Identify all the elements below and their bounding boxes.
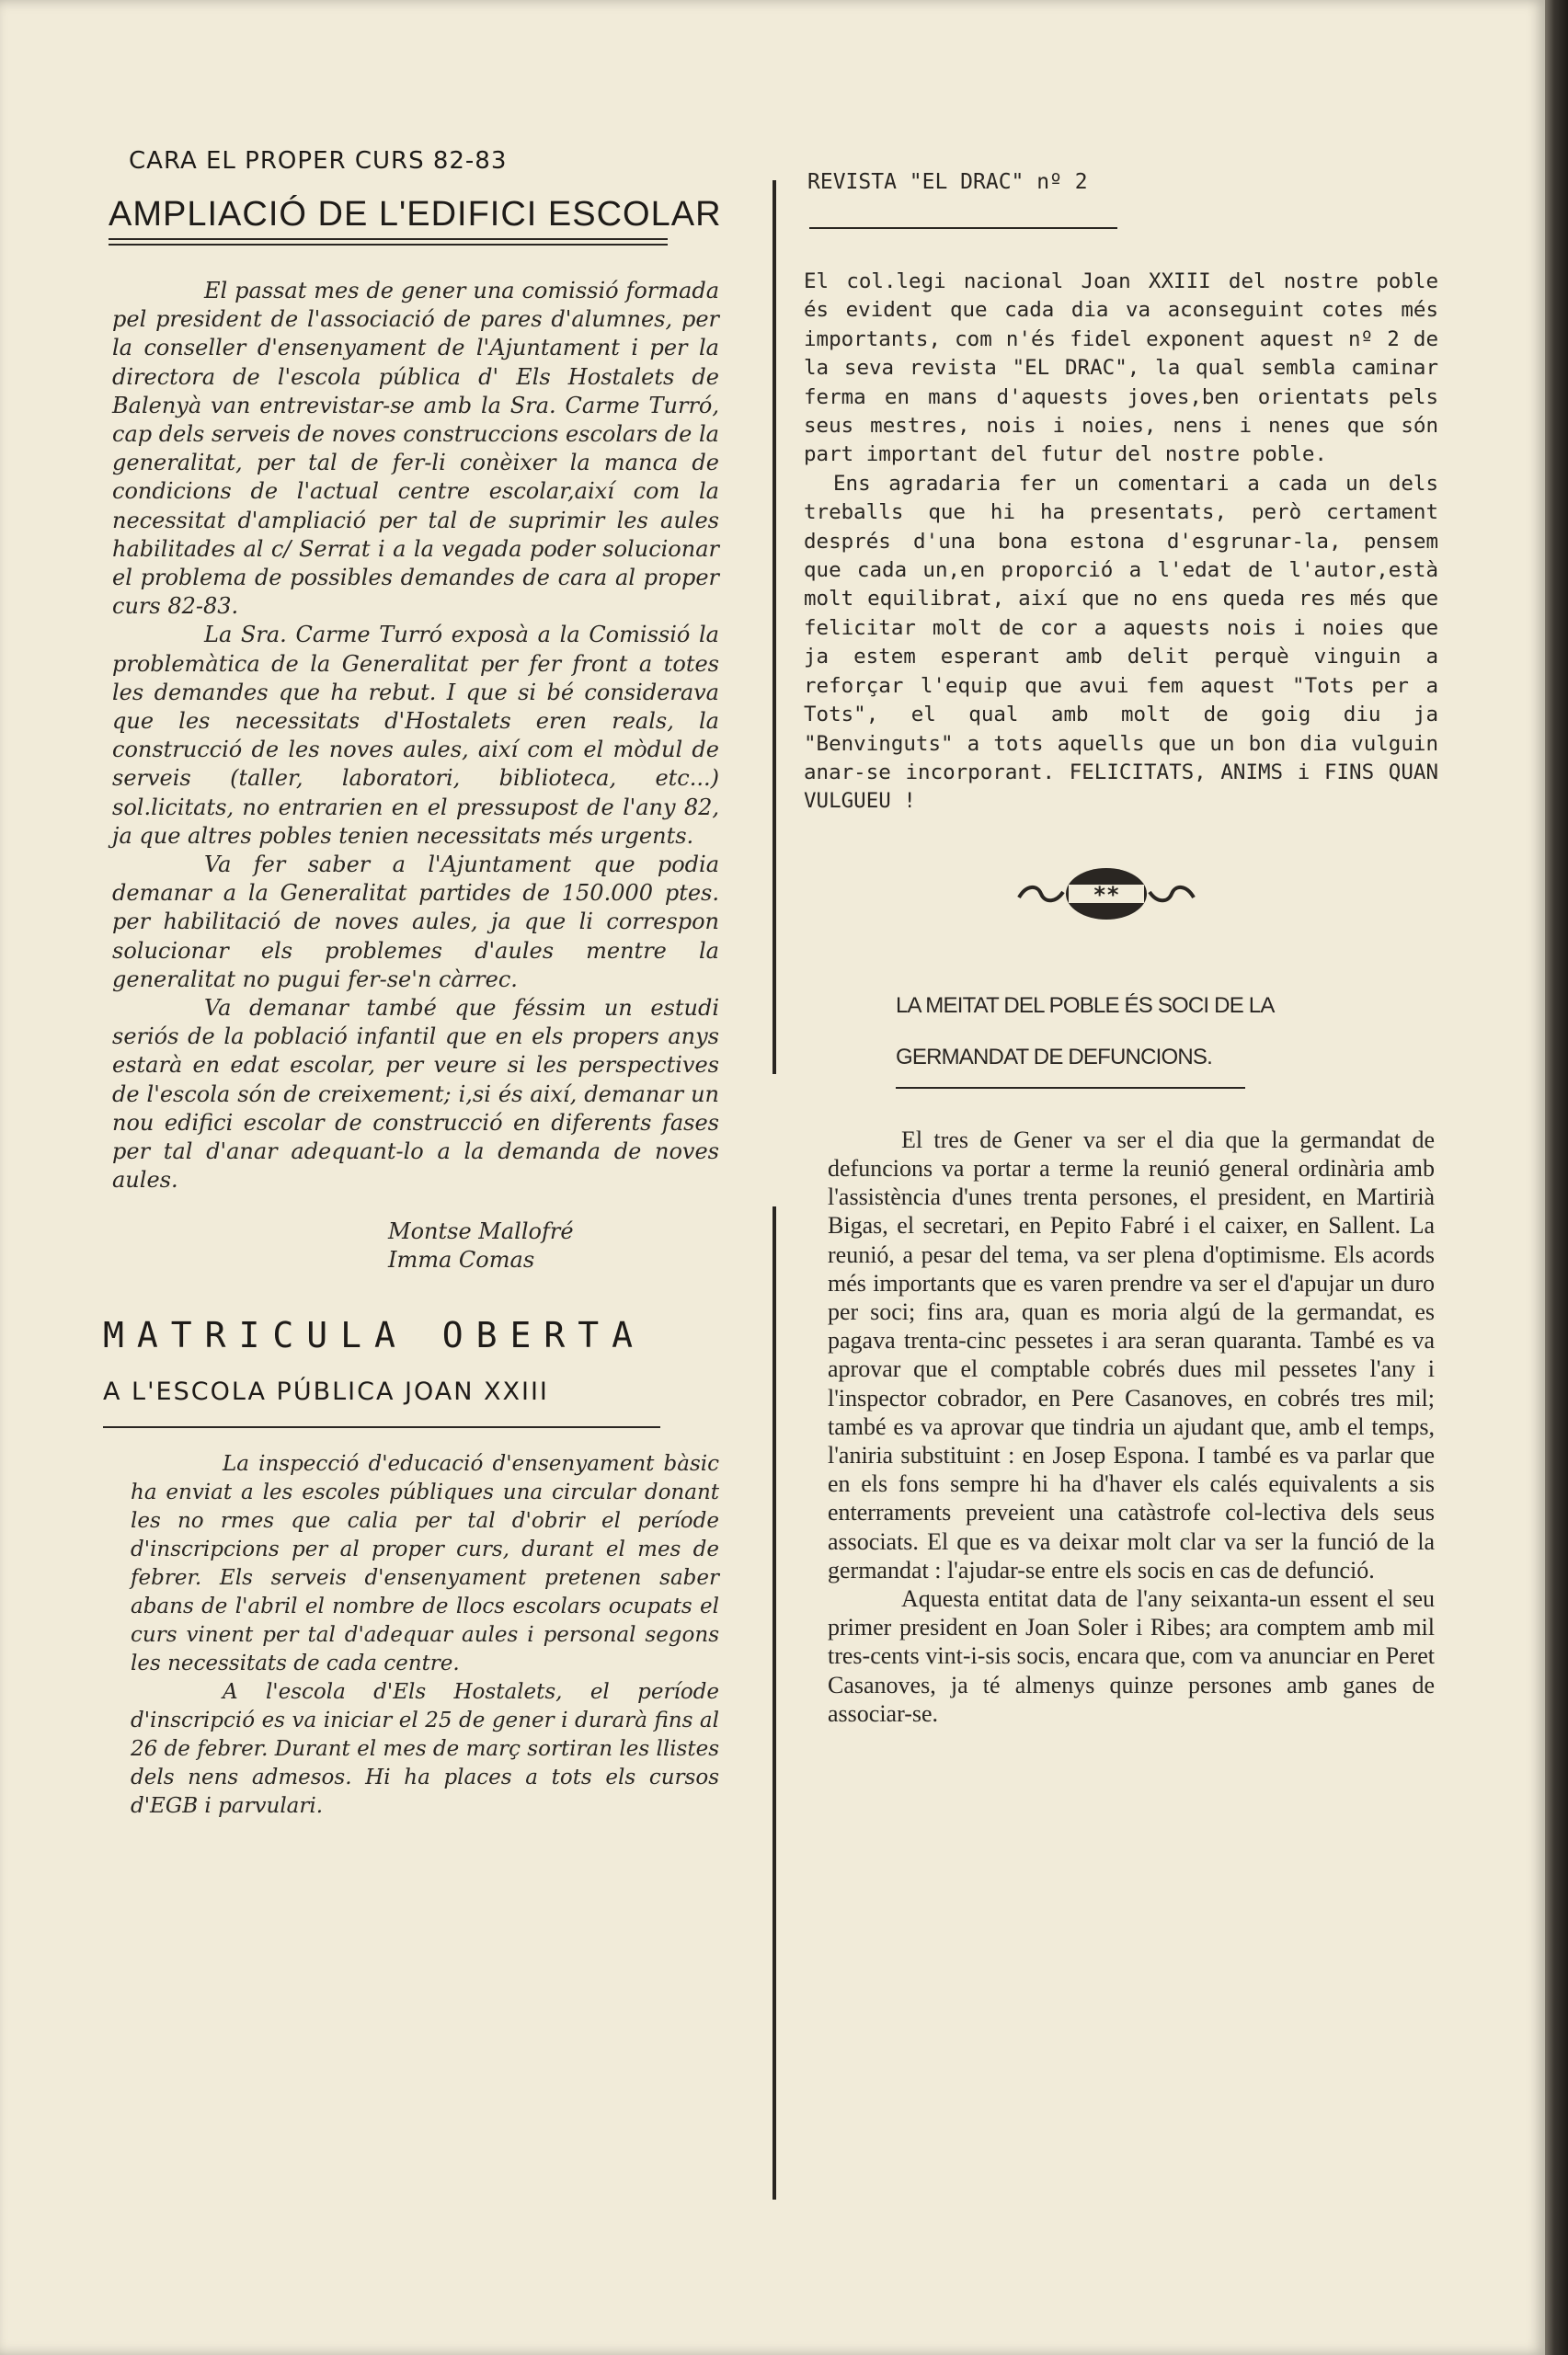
headline-line: LA MEITAT DEL POBLE ÉS SOCI DE LA bbox=[896, 992, 1275, 1018]
enrollment-body bbox=[131, 1450, 719, 1821]
column-divider-top bbox=[773, 180, 776, 1074]
article-paragraph: Va demanar també que féssim un estudi seriós de la població infantil que en els propers anys estarà en edat escolar, per veure si les perspectives de l'escola són de creixement; i,si és així, demanar un nou edifici escolar de construcció en diferents fases per tal d'anar adequant-lo a la demanda de noves aules. bbox=[112, 995, 719, 1194]
article-body bbox=[112, 277, 719, 1195]
article-paragraph: A l'escola d'Els Hostalets, el període d'inscripció es va iniciar el 25 de gener i durarà fins al 26 de febrer. Durant el mes de març sortiran les llistes dels nens admesos. Hi ha places a tots els cursos d'EGB i parvulari. bbox=[131, 1679, 719, 1818]
swirl-right-icon bbox=[1150, 887, 1194, 900]
swirl-left-icon bbox=[1019, 887, 1063, 900]
signature-name: Montse Mallofré bbox=[388, 1218, 574, 1244]
germandat-body bbox=[828, 1126, 1435, 1728]
magazine-body bbox=[804, 268, 1438, 817]
enrollment-headline: MATRICULA OBERTA bbox=[103, 1314, 647, 1355]
headline-rule bbox=[896, 1087, 1245, 1089]
article-paragraph: Va fer saber a l'Ajuntament que podia demanar a la Generalitat partides de 150.000 ptes. per habilitació de noves aules, ja que li correspon solucionar els problemes d'aules mentre la generalitat no pugui fer-se'n càrrec. bbox=[112, 852, 719, 992]
article-paragraph: Aquesta entitat data de l'any seixanta-un essent el seu primer president en Joan Soler i Ribes; ara comptem amb mil tres-cents vint-i-sis socis, encara que, com va anunciar en Peret Casanoves, ja té almenys quinze persones amb ganes de associar-se. bbox=[828, 1584, 1435, 1727]
article-paragraph: El tres de Gener va ser el dia que la germandat de defuncions va portar a terme la reunió general ordinària amb l'assistència d'unes trenta persones, el president, en Martirià Bigas, el secretari, en Pepito Fabré i el caixer, en Sallent. La reunió, a pesar del tema, va ser plena d'optimisme. Els acords més importants que es varen prendre va ser el d'apujar un duro per soci; fins ara, quan es moria algú de la germandat, es pagava trenta-cinc pessetes i ara seran quaranta. També es va aprovar que el comptable cobrés dues mil pessetes l'any i l'inspector cobrador, en Pere Casanoves, en cobrés tres mil; també es va aprovar que tindria un ajudant que, amb el temps, l'aniria substituint : en Josep Espona. I també es va parlar que en els fons sempre hi ha d'haver els calés equivalents a sis enterraments preveient una catàstrofe col-lectiva dels seus associats. El que es va deixar molt clar va ser la funció de la germandat : l'ajudar-se entre els socis en cas de defunció. bbox=[828, 1126, 1435, 1583]
magazine-title-rule bbox=[809, 227, 1117, 229]
page-edge bbox=[1545, 0, 1568, 2355]
article-paragraph: La Sra. Carme Turró exposà a la Comissió la problemàtica de la Generalitat per fer front a totes les demandes que ha rebut. I que si bé considerava que les necessitats d'Hostalets eren reals, la construcció de les noves aules, així com el mòdul de serveis (taller, laboratori, biblioteca, etc...) sol.licitats, no entrarien en el pressupost de l'any 82, ja que altres pobles tenien necessitats més urgents. bbox=[112, 622, 719, 849]
right-column bbox=[800, 170, 1444, 1728]
article-kicker: CARA EL PROPER CURS 82-83 bbox=[129, 147, 508, 175]
left-column bbox=[103, 147, 728, 1821]
headline-double-rule bbox=[109, 238, 668, 246]
magazine-title: REVISTA "EL DRAC" nº 2 bbox=[807, 170, 1088, 194]
article-paragraph: El col.legi nacional Joan XXIII del nostre poble és evident que cada dia va aconseguint cotes més importants, com n'és fidel exponent aquest nº 2 de la seva revista "EL DRAC", la qual sembla caminar ferma en mans d'aquests joves,ben orientats pels seus mestres, nois i noies, nens i nenes que són part important del futur del nostre poble. bbox=[804, 269, 1438, 467]
enrollment-rule bbox=[103, 1426, 660, 1428]
article-paragraph: El passat mes de gener una comissió formada pel president de l'associació de pares d'alumnes, per la conseller d'ensenyament de l'Ajuntament i per la directora de l'escola pública d' Els Hostalets de Balenyà van entrevistar-se amb la Sra. Carme Turró, cap dels serveis de noves construccions escolars de la generalitat, per tal de fer-li conèixer la manca de condicions de l'actual centre escolar,així com la necessitat d'ampliació per tal de suprimir les aules habilitades al c/ Serrat i a la vegada poder solucionar el problema de possibles demandes de cara al proper curs 82-83. bbox=[112, 278, 719, 620]
enrollment-subheadline: A L'ESCOLA PÚBLICA JOAN XXIII bbox=[103, 1377, 549, 1406]
headline-line: GERMANDAT DE DEFUNCIONS. bbox=[896, 1044, 1212, 1069]
article-headline bbox=[896, 980, 1444, 1083]
column-divider-bottom bbox=[773, 1206, 776, 2200]
article-paragraph: La inspecció d'educació d'ensenyament bàsic ha enviat a les escoles públiques una circular donant les no rmes que calia per tal d'obrir el període d'inscripcions per al proper curs, durant el mes de febrer. Els serveis d'ensenyament pretenen saber abans de l'abril el nombre de llocs escolars ocupats el curs vinent per tal d'adequar aules i personal segons les necessitats de cada centre. bbox=[131, 1451, 719, 1675]
article-signature bbox=[388, 1218, 728, 1275]
article-headline: AMPLIACIÓ DE L'EDIFICI ESCOLAR bbox=[109, 195, 722, 234]
ornament-text: ** bbox=[1093, 881, 1120, 908]
dragon-ornament bbox=[1010, 864, 1203, 923]
article-paragraph: Ens agradaria fer un comentari a cada un dels treballs que hi ha presentats, però certament després d'una bona estona d'esgrunar-la, pensem que cada un,en proporció a l'edat de l'autor,està molt equilibrat, així que no ens queda res més que felicitar molt de cor a aquests nois i noies que ja estem esperant amb delit perquè vinguin a reforçar l'equip que avui fem aquest "Tots per a Tots", el qual amb molt de goig diu ja "Benvinguts" a tots aquells que un bon dia vulguin anar-se incorporant. FELICITATS, ANIMS i FINS QUAN VULGUEU ! bbox=[804, 471, 1438, 814]
signature-name: Imma Comas bbox=[388, 1246, 535, 1273]
